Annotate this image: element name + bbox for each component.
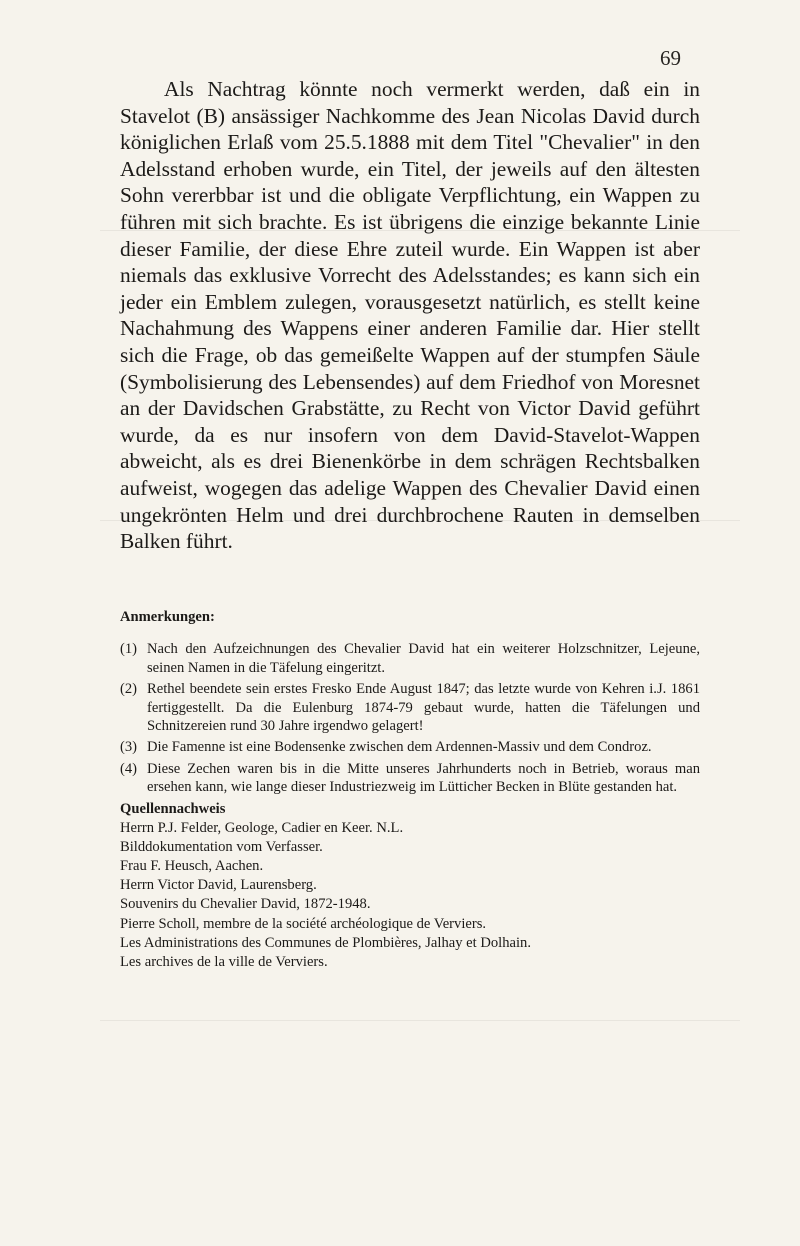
note-text: Nach den Aufzeichnungen des Chevalier David hat ein weiterer Holzschnitzer, Lejeune, seinen Namen in die Täfelung eingeritzt. <box>147 641 700 676</box>
source-item: Herrn Victor David, Laurensberg. <box>120 877 317 894</box>
sources-heading: Quellennachweis <box>120 800 226 817</box>
sources-list <box>120 819 700 972</box>
note-item <box>120 640 700 677</box>
source-item: Pierre Scholl, membre de la société archéologique de Verviers. <box>120 915 487 932</box>
note-text: Rethel beendete sein erstes Fresko Ende August 1847; das letzte wurde von Kehren i.J. 1861 fertiggestellt. Da die Eulenburg 1874-79 gebaut wurde, hatten die Täfelungen und Schnitzereien rund 30 Jahre irgendwo gelagert! <box>147 681 700 735</box>
note-item <box>120 738 700 756</box>
show-through-line <box>100 1020 740 1021</box>
note-text: Die Famenne ist eine Bodensenke zwischen dem Ardennen-Massiv und dem Condroz. <box>147 739 652 756</box>
note-item <box>120 760 700 797</box>
source-item: Les Administrations des Communes de Plombières, Jalhay et Dolhain. <box>120 934 532 951</box>
note-text: Diese Zechen waren bis in die Mitte unseres Jahrhunderts noch in Betrieb, woraus man ersehen kann, wie lange dieser Industriezweig im Lütticher Becken in Blüte gestanden hat. <box>147 760 700 796</box>
note-number: (2) <box>120 681 138 698</box>
note-number: (4) <box>120 760 138 777</box>
source-item: Frau F. Heusch, Aachen. <box>120 858 264 875</box>
page-number: 69 <box>660 46 681 70</box>
source-item: Bilddokumentation vom Verfasser. <box>120 839 323 856</box>
main-paragraph: Als Nachtrag könnte noch vermerkt werden, daß ein in Stavelot (B) ansässiger Nachkomme des Jean Nicolas David durch königlichen Erlaß vom 25.5.1888 mit dem Titel "Chevalier" in den Adelsstand erhoben wurde, ein Titel, der jeweils auf den ältesten Sohn vererbbar ist und die obligate Verpflichtung, ein Wappen zu führen mit sich brachte. Es ist übrigens die einzige bekannte Linie dieser Familie, der diese Ehre zuteil wurde. Ein Wappen ist aber niemals das exklusive Vorrecht des Adelsstandes; es kann sich ein jeder ein Emblem zulegen, vorausgesetzt natürlich, es stellt keine Nachahmung des Wappens einer anderen Familie dar. Hier stellt sich die Frage, ob das gemeißelte Wappen auf der stumpfen Säule (Symbolisierung des Lebensendes) auf dem Friedhof von Moresnet an der Davidschen Grabstätte, zu Recht von Victor David geführt wurde, da es nur insofern von dem David-Stavelot-Wappen abweicht, als es drei Bienenkörbe in dem schrägen Rechtsbalken aufweist, wogegen das adelige Wappen des Chevalier David einen ungekrönten Helm und drei durchbrochene Rauten in demselben Balken führt. <box>120 77 700 554</box>
source-item: Souvenirs du Chevalier David, 1872-1948. <box>120 896 371 913</box>
notes-section <box>120 608 700 972</box>
source-item: Les archives de la ville de Verviers. <box>120 953 328 970</box>
main-text <box>120 76 700 555</box>
note-item <box>120 680 700 735</box>
notes-heading: Anmerkungen: <box>120 609 215 625</box>
source-item: Herrn P.J. Felder, Geologe, Cadier en Keer. N.L. <box>120 820 404 837</box>
note-number: (3) <box>120 739 138 756</box>
note-number: (1) <box>120 641 138 658</box>
notes-list <box>120 640 700 796</box>
